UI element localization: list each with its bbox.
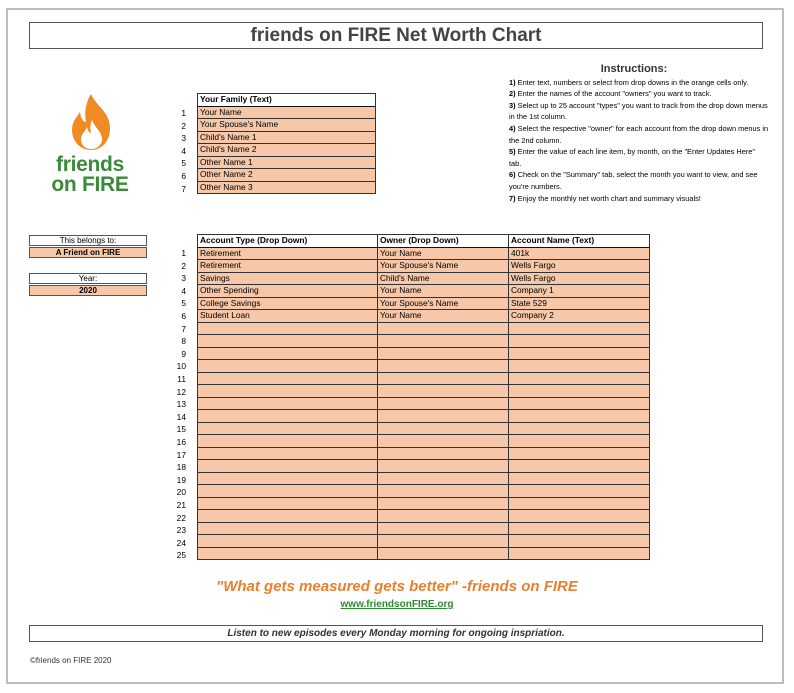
account-name-cell[interactable]: Company 2 — [509, 310, 650, 323]
account-row — [198, 397, 650, 410]
account-name-cell[interactable] — [509, 472, 650, 485]
account-type-cell[interactable] — [198, 372, 378, 385]
account-type-cell[interactable] — [198, 360, 378, 373]
row-number: 25 — [176, 550, 186, 561]
account-type-cell[interactable] — [198, 460, 378, 473]
account-type-header: Account Type (Drop Down) — [198, 235, 378, 248]
accounts-table — [197, 234, 650, 560]
account-type-cell[interactable] — [198, 397, 378, 410]
account-name-cell[interactable] — [509, 485, 650, 498]
owner-cell[interactable] — [378, 322, 509, 335]
belongs-label: This belongs to: — [29, 235, 147, 246]
copyright: ©friends on FIRE 2020 — [30, 656, 112, 665]
account-row — [198, 260, 650, 273]
account-type-cell[interactable]: College Savings — [198, 297, 378, 310]
instructions-heading: Instructions: — [600, 63, 668, 75]
account-name-cell[interactable] — [509, 360, 650, 373]
account-row — [198, 372, 650, 385]
owner-cell[interactable] — [378, 547, 509, 560]
account-name-cell[interactable] — [509, 397, 650, 410]
instructions-panel — [509, 64, 769, 204]
owner-cell[interactable] — [378, 472, 509, 485]
account-row — [198, 510, 650, 523]
flame-icon — [50, 92, 132, 152]
account-type-cell[interactable] — [198, 422, 378, 435]
row-number: 19 — [176, 474, 186, 485]
account-type-cell[interactable] — [198, 485, 378, 498]
row-number: 10 — [176, 361, 186, 372]
row-number: 2 — [181, 120, 186, 131]
account-type-cell[interactable]: Retirement — [198, 247, 378, 260]
account-type-cell[interactable] — [198, 547, 378, 560]
row-number: 23 — [176, 525, 186, 536]
owner-cell[interactable]: Your Name — [378, 285, 509, 298]
instruction-step: 1) Enter text, numbers or select from drop downs in the orange cells only. — [509, 77, 749, 87]
account-row — [198, 460, 650, 473]
owner-cell[interactable]: Your Spouse's Name — [378, 297, 509, 310]
row-number: 3 — [181, 273, 186, 284]
owner-cell[interactable] — [378, 335, 509, 348]
account-name-cell[interactable]: Wells Fargo — [509, 272, 650, 285]
account-row — [198, 285, 650, 298]
row-number: 3 — [181, 133, 186, 144]
website-link[interactable]: www.friendsonFIRE.org — [340, 599, 454, 610]
account-name-cell[interactable] — [509, 497, 650, 510]
account-row — [198, 435, 650, 448]
account-row — [198, 497, 650, 510]
account-row — [198, 547, 650, 560]
instruction-step: 4) Select the respective "owner" for each account from the drop down menus in the 2nd column. — [509, 123, 769, 145]
owner-cell[interactable] — [378, 485, 509, 498]
row-number: 1 — [181, 248, 186, 258]
account-name-cell[interactable] — [509, 335, 650, 348]
account-type-cell[interactable] — [198, 335, 378, 348]
footer-banner: Listen to new episodes every Monday morning for ongoing inspriation. — [29, 625, 763, 642]
account-name-header: Account Name (Text) — [509, 235, 650, 248]
account-type-cell[interactable] — [198, 435, 378, 448]
owner-cell[interactable] — [378, 410, 509, 423]
account-name-cell[interactable] — [509, 460, 650, 473]
instruction-step: 6) Check on the "Summary" tab, select the month you want to view, and see you're numbers. — [509, 170, 758, 191]
account-type-cell[interactable] — [198, 322, 378, 335]
logo-text-line1: friends — [56, 153, 124, 176]
account-name-cell[interactable] — [509, 385, 650, 398]
owner-cell[interactable] — [378, 535, 509, 548]
row-number: 7 — [181, 183, 186, 194]
account-name-cell[interactable] — [509, 510, 650, 523]
owner-cell[interactable] — [378, 447, 509, 460]
instruction-step: 5) Enter the value of each line item, by month, on the "Enter Updates Here" tab. — [509, 147, 756, 168]
account-row — [198, 322, 650, 335]
row-number: 12 — [176, 386, 186, 397]
account-row — [198, 347, 650, 360]
owner-cell[interactable] — [378, 435, 509, 448]
account-name-cell[interactable] — [509, 535, 650, 548]
account-type-cell[interactable]: Retirement — [198, 260, 378, 273]
row-number: 7 — [181, 323, 186, 334]
owner-cell[interactable]: Your Spouse's Name — [378, 260, 509, 273]
account-row — [198, 385, 650, 398]
account-type-cell[interactable] — [198, 347, 378, 360]
account-type-cell[interactable] — [198, 447, 378, 460]
account-type-cell[interactable]: Student Loan — [198, 310, 378, 323]
account-row — [198, 360, 650, 373]
account-row — [198, 335, 650, 348]
family-name-cell[interactable]: Other Name 1 — [198, 156, 376, 169]
family-row — [198, 106, 376, 119]
year-value-input[interactable]: 2020 — [29, 285, 147, 296]
family-table — [197, 93, 376, 194]
row-number: 1 — [181, 108, 186, 118]
account-row — [198, 522, 650, 535]
row-number: 5 — [181, 158, 186, 169]
account-name-cell[interactable]: State 529 — [509, 297, 650, 310]
owner-cell[interactable]: Child's Name — [378, 272, 509, 285]
row-number: 18 — [176, 462, 186, 473]
logo-text-line2: on FIRE — [51, 173, 129, 196]
row-number: 24 — [176, 537, 186, 548]
row-number: 2 — [181, 260, 186, 271]
row-number: 6 — [181, 171, 186, 181]
account-row — [198, 272, 650, 285]
account-name-cell[interactable] — [509, 372, 650, 385]
owner-cell[interactable]: Your Name — [378, 310, 509, 323]
account-type-cell[interactable] — [198, 535, 378, 548]
account-name-cell[interactable] — [509, 322, 650, 335]
account-row — [198, 472, 650, 485]
family-row — [198, 169, 376, 182]
account-type-cell[interactable] — [198, 522, 378, 535]
account-name-cell[interactable] — [509, 422, 650, 435]
row-number: 4 — [181, 145, 186, 156]
owner-cell[interactable] — [378, 385, 509, 398]
row-number: 20 — [176, 487, 186, 498]
page-title: friends on FIRE Net Worth Chart — [29, 22, 763, 49]
row-number: 15 — [176, 424, 186, 435]
row-number: 9 — [181, 348, 186, 359]
account-row — [198, 485, 650, 498]
row-number: 13 — [176, 399, 186, 410]
instruction-step: 3) Select up to 25 account "types" you want to track from the drop down menus in the 1st column. — [509, 100, 768, 122]
family-row — [198, 119, 376, 132]
owner-cell[interactable] — [378, 522, 509, 535]
account-name-cell[interactable]: Company 1 — [509, 285, 650, 298]
family-row — [198, 181, 376, 194]
account-type-cell[interactable] — [198, 510, 378, 523]
owner-cell[interactable]: Your Name — [378, 247, 509, 260]
owner-cell[interactable] — [378, 360, 509, 373]
owner-cell[interactable] — [378, 372, 509, 385]
account-type-cell[interactable]: Other Spending — [198, 285, 378, 298]
account-name-cell[interactable] — [509, 347, 650, 360]
owner-cell[interactable] — [378, 497, 509, 510]
family-row — [198, 131, 376, 144]
account-name-cell[interactable]: Wells Fargo — [509, 260, 650, 273]
owner-cell[interactable] — [378, 397, 509, 410]
account-name-cell[interactable] — [509, 447, 650, 460]
family-name-cell[interactable]: Other Name 3 — [198, 181, 376, 194]
row-number: 21 — [176, 500, 186, 510]
account-row — [198, 422, 650, 435]
family-header: Your Family (Text) — [198, 94, 376, 107]
account-name-cell[interactable] — [509, 547, 650, 560]
owner-cell[interactable] — [378, 422, 509, 435]
account-type-cell[interactable]: Savings — [198, 272, 378, 285]
account-name-cell[interactable] — [509, 435, 650, 448]
row-number: 16 — [176, 437, 186, 447]
family-name-cell[interactable]: Other Name 2 — [198, 169, 376, 182]
family-name-cell[interactable]: Your Spouse's Name — [198, 119, 376, 132]
account-row — [198, 310, 650, 323]
owner-header: Owner (Drop Down) — [378, 235, 509, 248]
row-number: 4 — [181, 285, 186, 296]
row-number: 5 — [181, 298, 186, 309]
instruction-step: 2) Enter the names of the account "owners" you want to track. — [509, 89, 712, 99]
account-row — [198, 247, 650, 260]
account-row — [198, 447, 650, 460]
owner-cell[interactable] — [378, 460, 509, 473]
owner-cell[interactable] — [378, 510, 509, 523]
account-row — [198, 410, 650, 423]
row-number: 11 — [177, 374, 186, 384]
quote: "What gets measured gets better" -friends on FIRE — [216, 578, 578, 595]
family-row — [198, 144, 376, 157]
row-number: 6 — [181, 311, 186, 321]
year-label: Year: — [29, 273, 147, 284]
family-name-cell[interactable]: Child's Name 2 — [198, 144, 376, 157]
account-row — [198, 535, 650, 548]
account-type-cell[interactable] — [198, 472, 378, 485]
instruction-step: 7) Enjoy the monthly net worth chart and summary visuals! — [509, 193, 701, 203]
row-number: 14 — [176, 411, 186, 422]
account-type-cell[interactable] — [198, 497, 378, 510]
account-row — [198, 297, 650, 310]
account-name-cell[interactable] — [509, 522, 650, 535]
account-name-cell[interactable] — [509, 410, 650, 423]
row-number: 17 — [176, 449, 186, 460]
account-type-cell[interactable] — [198, 410, 378, 423]
family-name-cell[interactable]: Your Name — [198, 106, 376, 119]
account-name-cell[interactable]: 401k — [509, 247, 650, 260]
belongs-value-input[interactable]: A Friend on FIRE — [29, 247, 147, 258]
row-number: 22 — [176, 512, 186, 523]
owner-cell[interactable] — [378, 347, 509, 360]
account-type-cell[interactable] — [198, 385, 378, 398]
family-name-cell[interactable]: Child's Name 1 — [198, 131, 376, 144]
family-row — [198, 156, 376, 169]
row-number: 8 — [181, 336, 186, 347]
